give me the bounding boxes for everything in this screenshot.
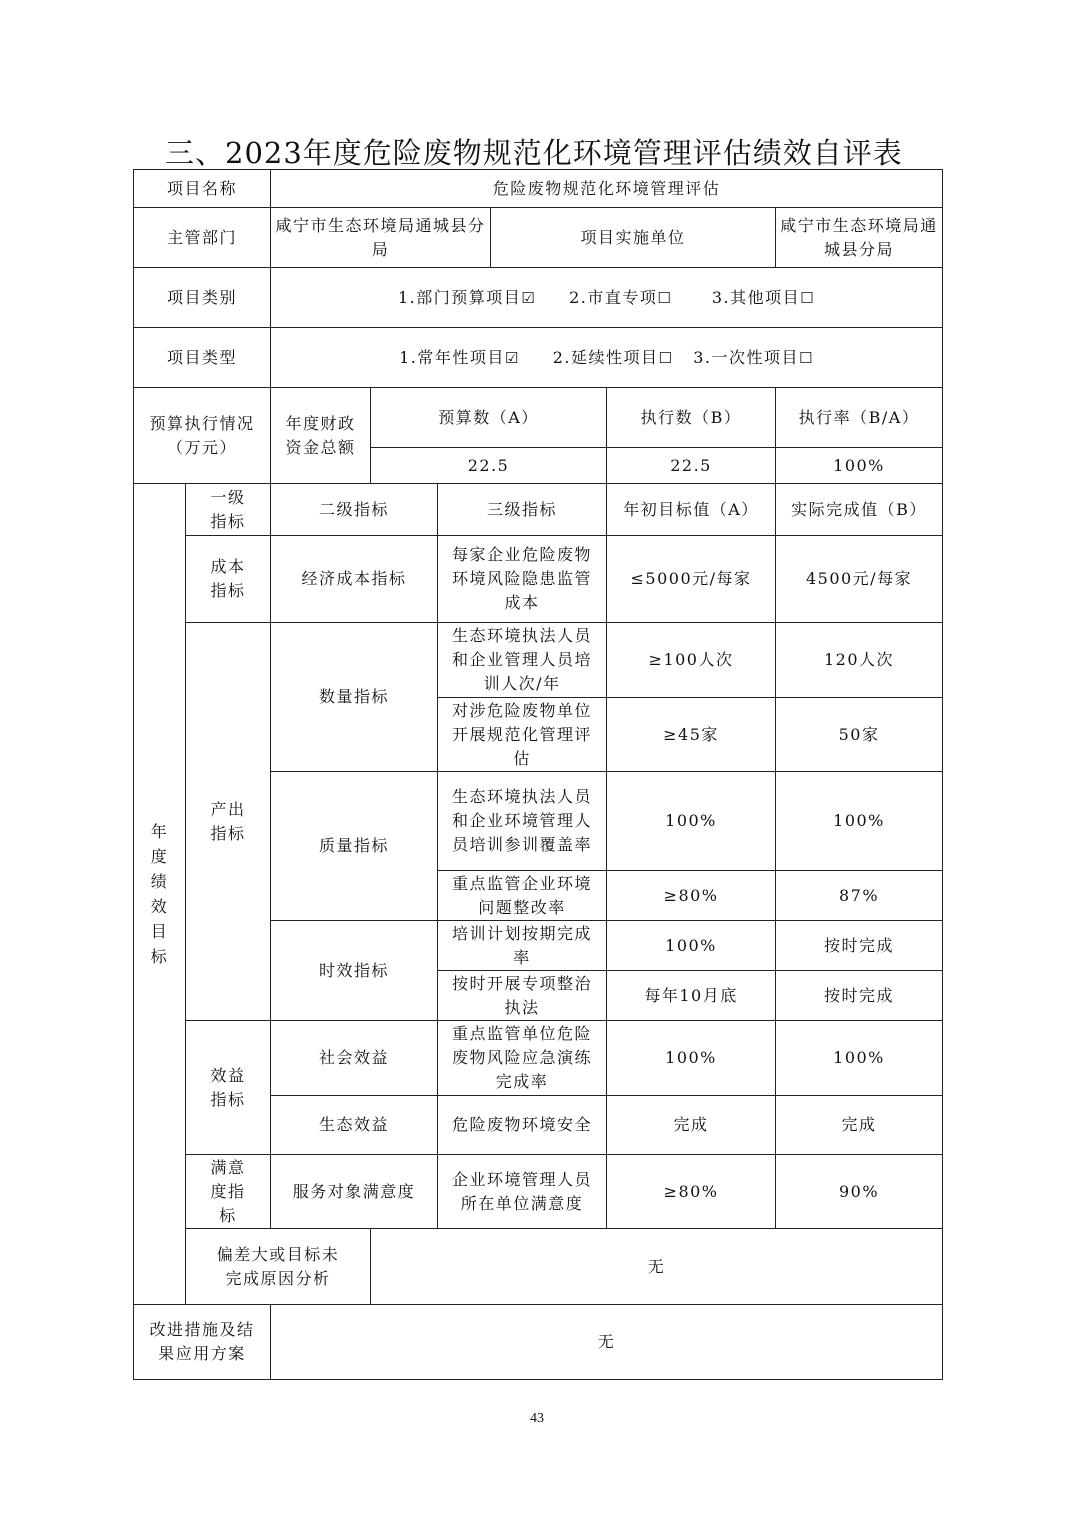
category-option-3: 3.其他项目☐ (711, 287, 816, 307)
social-level3: 重点监管单位危险废物风险应急演练完成率 (438, 1021, 607, 1096)
type-option-1: 1.常年性项目☑ (399, 347, 520, 367)
satisfaction-level2: 服务对象满意度 (271, 1155, 438, 1229)
project-type-label: 项目类型 (134, 328, 271, 388)
row-cost (134, 536, 943, 623)
quality-actual-2: 87% (776, 871, 943, 921)
category-option-1: 1.部门预算项目☑ (397, 287, 537, 307)
annual-goal-label: 年度绩效目标 (134, 484, 186, 1305)
checkbox-empty-icon: ☐ (658, 348, 674, 367)
timeliness-actual-1: 按时完成 (776, 921, 943, 971)
page-title: 三、2023年度危险废物规范化环境管理评估绩效自评表 (165, 136, 903, 170)
deviation-value: 无 (371, 1229, 943, 1305)
row-benefit-social (134, 1021, 943, 1096)
header-actual: 实际完成值（B） (776, 484, 943, 536)
quality-level2: 质量指标 (271, 772, 438, 921)
category-options (271, 268, 943, 328)
project-type-options (271, 328, 943, 388)
checkbox-empty-icon: ☐ (800, 288, 816, 307)
timeliness-target-1: 100% (607, 921, 776, 971)
budget-label: 预算执行情况（万元） (134, 388, 271, 484)
department-value: 咸宁市生态环境局通城县分局 (271, 208, 491, 268)
output-level1: 产出指标 (186, 623, 271, 1021)
quantity-actual-2: 50家 (776, 698, 943, 772)
benefit-level1: 效益指标 (186, 1021, 271, 1155)
row-project-type (134, 328, 943, 388)
header-level3: 三级指标 (438, 484, 607, 536)
quantity-level3-2: 对涉危险废物单位开展规范化管理评估 (438, 698, 607, 772)
row-budget-header (134, 388, 943, 448)
budget-col-b: 执行数（B） (607, 388, 776, 448)
row-improvement (134, 1305, 943, 1380)
quantity-actual-1: 120人次 (776, 623, 943, 698)
quantity-target-1: ≥100人次 (607, 623, 776, 698)
eco-level2: 生态效益 (271, 1096, 438, 1155)
budget-col-a: 预算数（A） (371, 388, 607, 448)
cost-actual: 4500元/每家 (776, 536, 943, 623)
checkbox-empty-icon: ☐ (799, 348, 814, 367)
quality-target-1: 100% (607, 772, 776, 871)
cost-level3: 每家企业危险废物环境风险隐患监管成本 (438, 536, 607, 623)
satisfaction-target: ≥80% (607, 1155, 776, 1229)
row-quantity-1 (134, 623, 943, 698)
deviation-label: 偏差大或目标未完成原因分析 (186, 1229, 371, 1305)
social-level2: 社会效益 (271, 1021, 438, 1096)
timeliness-level3-2: 按时开展专项整治执法 (438, 971, 607, 1021)
category-label: 项目类别 (134, 268, 271, 328)
eco-actual: 完成 (776, 1096, 943, 1155)
quality-level3-1: 生态环境执法人员和企业环境管理人员培训参训覆盖率 (438, 772, 607, 871)
social-target: 100% (607, 1021, 776, 1096)
row-project-name (134, 170, 943, 208)
header-level1: 一级指标 (186, 484, 271, 536)
category-option-2: 2.市直专项☐ (569, 287, 673, 307)
satisfaction-level1: 满意度指标 (186, 1155, 271, 1229)
row-category (134, 268, 943, 328)
header-target: 年初目标值（A） (607, 484, 776, 536)
quality-level3-2: 重点监管企业环境问题整改率 (438, 871, 607, 921)
quantity-target-2: ≥45家 (607, 698, 776, 772)
eco-level3: 危险废物环境安全 (438, 1096, 607, 1155)
fund-total-label: 年度财政资金总额 (271, 388, 371, 484)
quality-actual-1: 100% (776, 772, 943, 871)
row-satisfaction (134, 1155, 943, 1229)
budget-col-rate: 执行率（B/A） (776, 388, 943, 448)
performance-table (133, 169, 943, 1380)
impl-unit-value: 咸宁市生态环境局通城县分局 (776, 208, 943, 268)
improvement-value: 无 (271, 1305, 943, 1380)
row-deviation (134, 1229, 943, 1305)
quantity-level3-1: 生态环境执法人员和企业管理人员培训人次/年 (438, 623, 607, 698)
type-option-3: 3.一次性项目☐ (693, 347, 814, 367)
department-label: 主管部门 (134, 208, 271, 268)
timeliness-level2: 时效指标 (271, 921, 438, 1021)
cost-target: ≤5000元/每家 (607, 536, 776, 623)
header-level2: 二级指标 (271, 484, 438, 536)
timeliness-level3-1: 培训计划按期完成率 (438, 921, 607, 971)
checkbox-empty-icon: ☐ (657, 288, 673, 307)
timeliness-actual-2: 按时完成 (776, 971, 943, 1021)
quality-target-2: ≥80% (607, 871, 776, 921)
cost-level2: 经济成本指标 (271, 536, 438, 623)
checkbox-checked-icon: ☑ (521, 288, 537, 307)
page-number: 43 (530, 1411, 544, 1426)
satisfaction-level3: 企业环境管理人员所在单位满意度 (438, 1155, 607, 1229)
project-name-value: 危险废物规范化环境管理评估 (271, 170, 943, 208)
satisfaction-actual: 90% (776, 1155, 943, 1229)
timeliness-target-2: 每年10月底 (607, 971, 776, 1021)
checkbox-checked-icon: ☑ (504, 348, 520, 367)
eco-target: 完成 (607, 1096, 776, 1155)
budget-value-a: 22.5 (371, 448, 607, 484)
budget-value-rate: 100% (776, 448, 943, 484)
improvement-label: 改进措施及结果应用方案 (134, 1305, 271, 1380)
quantity-level2: 数量指标 (271, 623, 438, 772)
project-name-label: 项目名称 (134, 170, 271, 208)
impl-unit-label: 项目实施单位 (491, 208, 776, 268)
row-indicator-header (134, 484, 943, 536)
cost-level1: 成本指标 (186, 536, 271, 623)
type-option-2: 2.延续性项目☐ (552, 347, 674, 367)
budget-value-b: 22.5 (607, 448, 776, 484)
row-department (134, 208, 943, 268)
social-actual: 100% (776, 1021, 943, 1096)
